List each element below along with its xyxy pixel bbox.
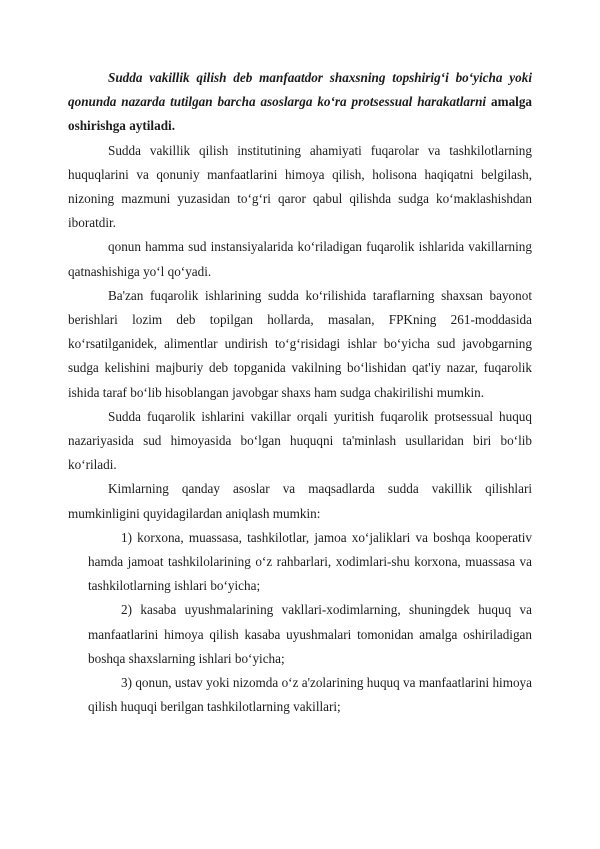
list-item	[88, 598, 532, 671]
paragraph: Sudda fuqarolik ishlarini vakillar orqali yuritish fuqarolik protsessual huquq nazariyasida sud himoyasida bo‘lgan huquqni ta'minlash usullaridan biri bo‘lib ko‘riladi.	[68, 408, 532, 473]
lead-regular-text: amalga oshirishga aytiladi.	[68, 94, 533, 134]
list-item	[88, 671, 532, 719]
paragraph: qonun hamma sud instansiyalarida ko‘riladigan fuqarolik ishlarida vakillarning qatnashishiga yo‘l qo‘yadi.	[68, 239, 532, 279]
list-item-text: kasaba uyushmalarining vakllari-xodimlarning, shuningdek huquq va manfaatlarini himoya qilish kasaba uyushmalari tomonidan amalga oshiriladigan boshqa shaxslarning ishlari bo‘yicha;	[88, 602, 532, 666]
list-item-text: korxona, muassasa, tashkilotlar, jamoa xo‘jaliklari va boshqa kooperativ hamda jamoat tashkilolarining o‘z rahbarlari, xodimlari-shu korxona, muassasa va tashkilotlarning ishlari bo‘yicha;	[88, 529, 533, 594]
list-item-marker: 1)	[121, 529, 132, 545]
list-item-marker: 2)	[121, 602, 132, 618]
paragraph: Ba'zan fuqarolik ishlarining sudda ko‘rilishida taraflarning shaxsan bayonot berishlari lozim deb topilgan hollarda, masalan, FPKning 261-moddasida ko‘rsatilganidek, alimentlar undirish to‘g‘risidagi ishlar bo‘yicha sud javobgarning sudga kelishini majburiy deb topganida vakilning bo‘lishidan qat'iy nazar, fuqarolik ishida taraf bo‘lib hisoblangan javobgar shaxs ham sudga chakirilishi mumkin.	[68, 287, 532, 400]
list-item	[88, 526, 532, 599]
list-item-text: qonun, ustav yoki nizomda o‘z a'zolarining huquq va manfaatlarini himoya qilish huquqi berilgan tashkilotlarning vakillari;	[88, 675, 532, 715]
paragraph: Kimlarning qanday asoslar va maqsadlarda sudda vakillik qilishlari mumkinligini quyidagilardan aniqlash mumkin:	[68, 481, 532, 521]
paragraph: Sudda vakillik qilish institutining ahamiyati fuqarolar va tashkilotlarning huquqlarini va qonuniy manfaatlarini himoya qilish, holisona haqiqatni belgilash, nizoning mazmuni yuzasidan to‘g‘ri qaror qabul qilishda sudga ko‘maklashishdan iboratdir.	[68, 142, 532, 231]
document-page	[68, 66, 532, 719]
lead-paragraph	[68, 66, 532, 139]
lead-italic-text: Sudda vakillik qilish deb manfaatdor shaxsning topshirig‘i bo‘yicha yoki qonunda nazarda tutilgan barcha asoslarga ko‘ra protsessual harakatlarni	[68, 70, 532, 110]
list-item-marker: 3)	[121, 675, 132, 691]
